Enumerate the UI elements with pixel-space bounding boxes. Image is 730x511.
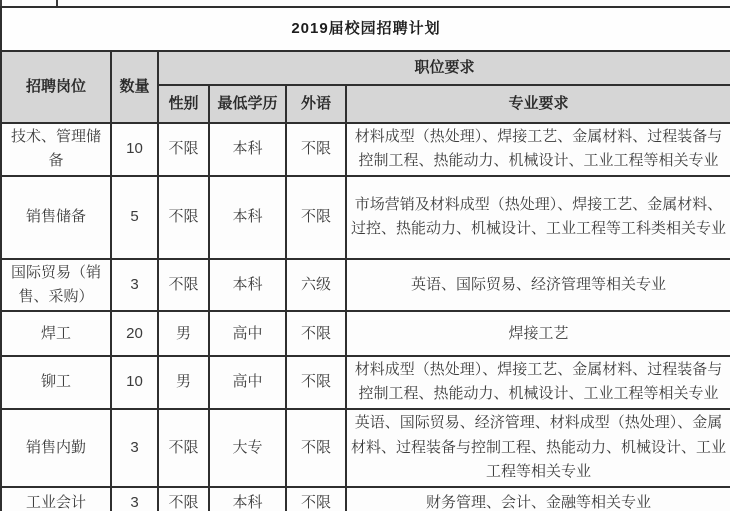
header-major: 专业要求 bbox=[346, 85, 730, 123]
cell-gender: 男 bbox=[158, 311, 209, 356]
cell-foreign-language: 不限 bbox=[286, 123, 346, 176]
cell-major: 材料成型（热处理）、焊接工艺、金属材料、过程装备与控制工程、热能动力、机械设计、工业工程等相关专业 bbox=[346, 356, 730, 409]
cell-quantity: 3 bbox=[111, 259, 158, 312]
header-position: 招聘岗位 bbox=[1, 51, 111, 123]
table-row bbox=[1, 487, 730, 511]
cell-gender: 不限 bbox=[158, 259, 209, 312]
cell-min-education: 本科 bbox=[209, 176, 286, 259]
cell-min-education: 本科 bbox=[209, 123, 286, 176]
table-row bbox=[1, 176, 730, 259]
cell-quantity: 3 bbox=[111, 487, 158, 511]
header-row-1 bbox=[1, 51, 730, 85]
cropped-row-above bbox=[0, 0, 730, 6]
table-row bbox=[1, 259, 730, 312]
cell-min-education: 高中 bbox=[209, 356, 286, 409]
header-gender: 性别 bbox=[158, 85, 209, 123]
cell-position: 工业会计 bbox=[1, 487, 111, 511]
cell-min-education: 本科 bbox=[209, 487, 286, 511]
header-quantity: 数量 bbox=[111, 51, 158, 123]
cell-quantity: 5 bbox=[111, 176, 158, 259]
cell-position: 铆工 bbox=[1, 356, 111, 409]
cell-quantity: 10 bbox=[111, 356, 158, 409]
cell-foreign-language: 不限 bbox=[286, 311, 346, 356]
cell-position: 销售储备 bbox=[1, 176, 111, 259]
table-row bbox=[1, 356, 730, 409]
table-row bbox=[1, 409, 730, 487]
recruitment-table bbox=[0, 6, 730, 511]
cell-major: 材料成型（热处理）、焊接工艺、金属材料、过程装备与控制工程、热能动力、机械设计、工业工程等相关专业 bbox=[346, 123, 730, 176]
cell-position: 销售内勤 bbox=[1, 409, 111, 487]
cell-min-education: 大专 bbox=[209, 409, 286, 487]
page-title: 2019届校园招聘计划 bbox=[1, 7, 730, 51]
column-divider-remnant bbox=[56, 0, 58, 6]
cell-position: 技术、管理储备 bbox=[1, 123, 111, 176]
cell-position: 国际贸易（销售、采购） bbox=[1, 259, 111, 312]
title-row bbox=[1, 7, 730, 51]
table-row bbox=[1, 311, 730, 356]
cell-min-education: 本科 bbox=[209, 259, 286, 312]
cell-position: 焊工 bbox=[1, 311, 111, 356]
table-row bbox=[1, 123, 730, 176]
cell-foreign-language: 不限 bbox=[286, 487, 346, 511]
cell-major: 英语、国际贸易、经济管理、材料成型（热处理）、金属材料、过程装备与控制工程、热能动力、机械设计、工业工程等相关专业 bbox=[346, 409, 730, 487]
cell-major: 市场营销及材料成型（热处理）、焊接工艺、金属材料、过控、热能动力、机械设计、工业工程等工科类相关专业 bbox=[346, 176, 730, 259]
header-requirements-group: 职位要求 bbox=[158, 51, 730, 85]
cell-quantity: 10 bbox=[111, 123, 158, 176]
cell-gender: 男 bbox=[158, 356, 209, 409]
cell-gender: 不限 bbox=[158, 409, 209, 487]
cell-quantity: 20 bbox=[111, 311, 158, 356]
cell-gender: 不限 bbox=[158, 123, 209, 176]
cell-major: 焊接工艺 bbox=[346, 311, 730, 356]
cell-major: 英语、国际贸易、经济管理等相关专业 bbox=[346, 259, 730, 312]
cell-major: 财务管理、会计、金融等相关专业 bbox=[346, 487, 730, 511]
header-foreign-language: 外语 bbox=[286, 85, 346, 123]
cell-foreign-language: 不限 bbox=[286, 356, 346, 409]
cell-min-education: 高中 bbox=[209, 311, 286, 356]
cell-foreign-language: 六级 bbox=[286, 259, 346, 312]
header-min-education: 最低学历 bbox=[209, 85, 286, 123]
cell-quantity: 3 bbox=[111, 409, 158, 487]
cell-foreign-language: 不限 bbox=[286, 409, 346, 487]
cell-gender: 不限 bbox=[158, 487, 209, 511]
cell-foreign-language: 不限 bbox=[286, 176, 346, 259]
cell-gender: 不限 bbox=[158, 176, 209, 259]
